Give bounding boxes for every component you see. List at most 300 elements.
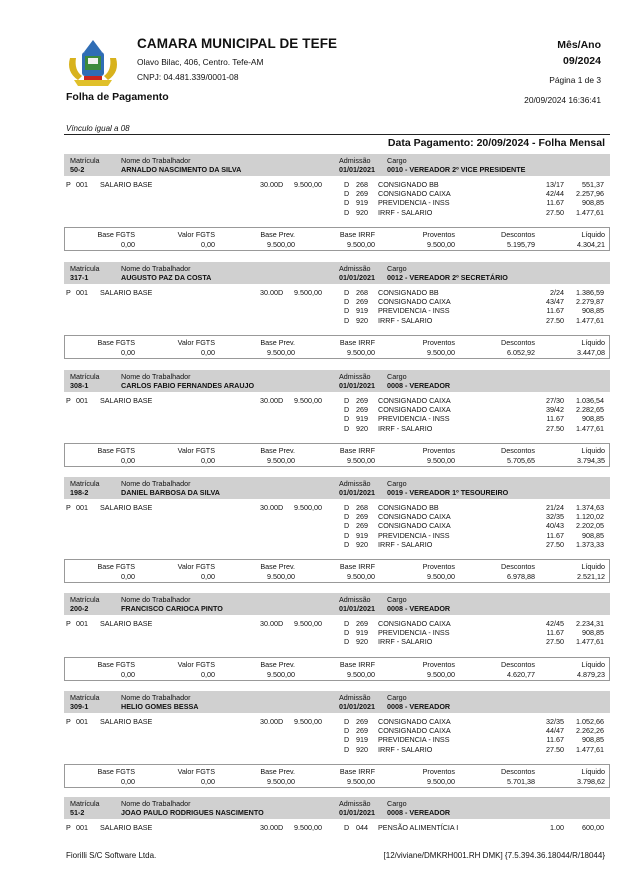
total-value: 3.798,62: [577, 776, 605, 786]
deduction-reference: 27.50: [546, 744, 564, 754]
month-year-label: Mês/Ano: [557, 39, 601, 51]
earning-code: 001: [76, 503, 88, 512]
earning-description: SALARIO BASE: [100, 619, 153, 628]
earning-type: P: [66, 288, 71, 297]
matricula-label: Matrícula: [70, 595, 100, 604]
total-label: Valor FGTS: [177, 766, 215, 776]
deduction-amount: 1.477,61: [576, 744, 604, 754]
nome-value: ARNALDO NASCIMENTO DA SILVA: [121, 165, 242, 174]
deduction-type: D: [344, 717, 350, 726]
deduction-amount: 2.202,05: [576, 521, 604, 531]
total-label: Descontos: [501, 229, 535, 239]
total-label: Líquido: [581, 229, 605, 239]
earning-reference: 30.00D: [260, 180, 284, 189]
deduction-reference: 43/47: [546, 297, 564, 307]
deduction-description: PREVIDENCIA - INSS: [378, 530, 450, 540]
total-value: 9.500,00: [267, 776, 295, 786]
total-base-fgts: [55, 338, 135, 358]
cargo-label: Cargo: [387, 264, 407, 273]
total-label: Base IRRF: [339, 337, 375, 347]
earning-reference: 30.00D: [260, 503, 284, 512]
earning-description: SALARIO BASE: [100, 717, 153, 726]
matricula-label: Matrícula: [70, 693, 100, 702]
deduction-reference: 27.50: [546, 315, 564, 325]
total-label: Base Prev.: [260, 766, 295, 776]
deduction-code: 268: [356, 288, 368, 297]
admissao-value: 01/01/2021: [339, 604, 375, 613]
deduction-code: 919: [356, 628, 368, 638]
admissao-label: Admissão: [339, 693, 371, 702]
total-label: Valor FGTS: [177, 445, 215, 455]
nome-label: Nome do Trabalhador: [121, 264, 191, 273]
total-value: 9.500,00: [427, 669, 455, 679]
earning-code: 001: [76, 823, 88, 832]
earning-type: P: [66, 619, 71, 628]
total-value: 2.521,12: [577, 572, 605, 581]
total-label: Base FGTS: [97, 229, 135, 239]
total-base-irrf: [295, 338, 375, 358]
total-base-prev: [215, 230, 295, 250]
deduction-code: 269: [356, 189, 368, 199]
earning-type: P: [66, 717, 71, 726]
total-label: Base Prev.: [260, 562, 295, 571]
total-label: Base IRRF: [339, 562, 375, 571]
total-proventos: [375, 446, 455, 466]
deduction-amount: 600,00: [582, 823, 604, 832]
earning-reference: 30.00D: [260, 288, 284, 297]
deduction-description: CONSIGNADO CAIXA: [378, 512, 451, 522]
deduction-reference: 32/35: [546, 717, 564, 726]
total-value: 0,00: [201, 669, 215, 679]
deduction-row: [344, 414, 604, 423]
earning-code: 001: [76, 396, 88, 405]
total-base-irrf: [295, 446, 375, 466]
total-label: Base IRRF: [339, 445, 375, 455]
total-descontos: [455, 446, 535, 466]
total-value: 5.701,38: [507, 776, 535, 786]
cargo-label: Cargo: [387, 156, 407, 165]
deduction-amount: 1.374,63: [576, 503, 604, 512]
total-liquido: [525, 767, 605, 787]
total-value: 0,00: [121, 776, 135, 786]
total-base-prev: [215, 338, 295, 358]
deduction-type: D: [344, 823, 350, 832]
deduction-row: [344, 208, 604, 217]
matricula-value: 50-2: [70, 165, 85, 174]
earning-reference: 30.00D: [260, 823, 284, 832]
deduction-code: 920: [356, 207, 368, 217]
total-base-irrf: [295, 562, 375, 582]
deduction-reference: 1.00: [550, 823, 564, 832]
earning-amount: 9.500,00: [294, 619, 322, 628]
total-label: Descontos: [501, 766, 535, 776]
total-proventos: [375, 338, 455, 358]
total-value: 5.195,79: [507, 239, 535, 249]
deduction-description: CONSIGNADO BB: [378, 180, 439, 189]
deduction-type: D: [344, 198, 350, 208]
total-proventos: [375, 767, 455, 787]
deduction-row: [344, 726, 604, 735]
nome-value: JOAO PAULO RODRIGUES NASCIMENTO: [121, 808, 264, 817]
nome-value: AUGUSTO PAZ DA COSTA: [121, 273, 212, 282]
earning-amount: 9.500,00: [294, 396, 322, 405]
deduction-code: 920: [356, 744, 368, 754]
total-valor-fgts: [135, 562, 215, 582]
matricula-value: 51-2: [70, 808, 85, 817]
earning-type: P: [66, 396, 71, 405]
total-value: 9.500,00: [427, 239, 455, 249]
matricula-label: Matrícula: [70, 479, 100, 488]
deduction-reference: 11.67: [546, 530, 564, 540]
deduction-row: [344, 306, 604, 315]
total-label: Proventos: [422, 659, 455, 669]
cargo-value: 0008 - VEREADOR: [387, 702, 451, 711]
matricula-value: 317-1: [70, 273, 89, 282]
matricula-label: Matrícula: [70, 799, 100, 808]
deduction-description: CONSIGNADO CAIXA: [378, 396, 451, 405]
total-value: 0,00: [201, 776, 215, 786]
earning-type: P: [66, 180, 71, 189]
deduction-amount: 2.234,31: [576, 619, 604, 628]
total-label: Líquido: [581, 766, 605, 776]
deduction-reference: 27.50: [546, 539, 564, 549]
deduction-description: IRRF - SALARIO: [378, 423, 433, 433]
deduction-row: [344, 512, 604, 521]
total-descontos: [455, 660, 535, 680]
deduction-amount: 1.120,02: [576, 512, 604, 522]
earning-amount: 9.500,00: [294, 503, 322, 512]
organization-address: Olavo Bilac, 406, Centro. Tefe-AM: [137, 57, 264, 67]
deduction-type: D: [344, 512, 350, 522]
cargo-label: Cargo: [387, 479, 407, 488]
earning-type: P: [66, 503, 71, 512]
deduction-row: [344, 521, 604, 530]
employee-totals: [64, 657, 610, 681]
deduction-description: IRRF - SALARIO: [378, 744, 433, 754]
deduction-reference: 13/17: [546, 180, 564, 189]
matricula-value: 309-1: [70, 702, 89, 711]
total-value: 9.500,00: [347, 239, 375, 249]
deduction-type: D: [344, 619, 350, 628]
deduction-code: 920: [356, 637, 368, 647]
deduction-description: CONSIGNADO CAIXA: [378, 521, 451, 531]
total-descontos: [455, 230, 535, 250]
deduction-type: D: [344, 521, 350, 531]
deduction-type: D: [344, 315, 350, 325]
cargo-value: 0010 - VEREADOR 2º VICE PRESIDENTE: [387, 165, 526, 174]
deduction-row: [344, 745, 604, 754]
deduction-type: D: [344, 539, 350, 549]
month-year-value: 09/2024: [563, 55, 601, 67]
total-label: Proventos: [422, 562, 455, 571]
deduction-type: D: [344, 396, 350, 405]
employee-block: [64, 370, 610, 465]
employee-header-band: [64, 691, 610, 713]
nome-label: Nome do Trabalhador: [121, 479, 191, 488]
deduction-code: 268: [356, 503, 368, 512]
deduction-row: [344, 503, 604, 512]
filter-criteria: Vínculo igual a 08: [66, 124, 130, 133]
admissao-value: 01/01/2021: [339, 381, 375, 390]
deduction-reference: 11.67: [546, 198, 564, 208]
total-valor-fgts: [135, 767, 215, 787]
deduction-row: [344, 297, 604, 306]
total-base-prev: [215, 660, 295, 680]
total-value: 0,00: [121, 572, 135, 581]
deduction-row: [344, 288, 604, 297]
total-value: 4.304,21: [577, 239, 605, 249]
total-base-irrf: [295, 660, 375, 680]
divider: [64, 134, 610, 135]
total-label: Líquido: [581, 659, 605, 669]
total-base-prev: [215, 446, 295, 466]
deduction-code: 919: [356, 198, 368, 208]
total-label: Valor FGTS: [177, 562, 215, 571]
admissao-label: Admissão: [339, 372, 371, 381]
matricula-label: Matrícula: [70, 264, 100, 273]
earning-code: 001: [76, 717, 88, 726]
deduction-code: 920: [356, 315, 368, 325]
deduction-row: [344, 189, 604, 198]
deduction-type: D: [344, 423, 350, 433]
deduction-description: PREVIDENCIA - INSS: [378, 306, 450, 316]
deduction-amount: 2.262,26: [576, 726, 604, 736]
total-value: 9.500,00: [347, 776, 375, 786]
earning-description: SALARIO BASE: [100, 503, 153, 512]
total-label: Proventos: [422, 766, 455, 776]
admissao-value: 01/01/2021: [339, 702, 375, 711]
total-liquido: [525, 446, 605, 466]
deduction-description: PREVIDENCIA - INSS: [378, 735, 450, 745]
deduction-amount: 2.279,87: [576, 297, 604, 307]
cargo-label: Cargo: [387, 799, 407, 808]
deduction-description: CONSIGNADO CAIXA: [378, 189, 451, 199]
admissao-value: 01/01/2021: [339, 808, 375, 817]
total-value: 4.879,23: [577, 669, 605, 679]
earning-amount: 9.500,00: [294, 823, 322, 832]
total-value: 0,00: [121, 455, 135, 465]
employee-items: [64, 392, 610, 443]
total-value: 9.500,00: [427, 572, 455, 581]
earning-description: SALARIO BASE: [100, 823, 153, 832]
matricula-label: Matrícula: [70, 156, 100, 165]
cargo-value: 0008 - VEREADOR: [387, 381, 451, 390]
deduction-amount: 1.052,66: [576, 717, 604, 726]
deduction-reference: 11.67: [546, 628, 564, 638]
deduction-type: D: [344, 628, 350, 638]
deduction-type: D: [344, 726, 350, 736]
deduction-code: 269: [356, 405, 368, 415]
admissao-value: 01/01/2021: [339, 488, 375, 497]
total-liquido: [525, 562, 605, 582]
total-label: Base Prev.: [260, 337, 295, 347]
deduction-row: [344, 316, 604, 325]
deduction-reference: 39/42: [546, 405, 564, 415]
nome-value: HELIO GOMES BESSA: [121, 702, 199, 711]
document-title: Folha de Pagamento: [66, 91, 169, 103]
earning-description: SALARIO BASE: [100, 288, 153, 297]
total-label: Valor FGTS: [177, 229, 215, 239]
cargo-value: 0008 - VEREADOR: [387, 808, 451, 817]
deduction-type: D: [344, 503, 350, 512]
deduction-description: CONSIGNADO BB: [378, 288, 439, 297]
deduction-amount: 1.373,33: [576, 539, 604, 549]
deduction-amount: 908,85: [582, 628, 604, 638]
deduction-code: 269: [356, 396, 368, 405]
deduction-code: 269: [356, 619, 368, 628]
total-value: 0,00: [201, 572, 215, 581]
employee-header-band: [64, 262, 610, 284]
total-label: Base FGTS: [97, 659, 135, 669]
total-value: 9.500,00: [347, 347, 375, 357]
cargo-label: Cargo: [387, 372, 407, 381]
employee-header-band: [64, 154, 610, 176]
deduction-row: [344, 198, 604, 207]
payment-title: Data Pagamento: 20/09/2024 - Folha Mensal: [387, 137, 605, 149]
total-proventos: [375, 660, 455, 680]
total-value: 9.500,00: [347, 455, 375, 465]
matricula-label: Matrícula: [70, 372, 100, 381]
total-value: 4.620,77: [507, 669, 535, 679]
deduction-description: CONSIGNADO BB: [378, 503, 439, 512]
deduction-reference: 27.50: [546, 423, 564, 433]
employee-items: [64, 819, 610, 842]
total-descontos: [455, 562, 535, 582]
total-value: 9.500,00: [267, 239, 295, 249]
nome-label: Nome do Trabalhador: [121, 372, 191, 381]
total-base-fgts: [55, 230, 135, 250]
total-descontos: [455, 767, 535, 787]
deduction-row: [344, 628, 604, 637]
earning-description: SALARIO BASE: [100, 180, 153, 189]
deduction-description: CONSIGNADO CAIXA: [378, 717, 451, 726]
earning-reference: 30.00D: [260, 619, 284, 628]
total-valor-fgts: [135, 230, 215, 250]
total-base-fgts: [55, 767, 135, 787]
total-label: Base IRRF: [339, 229, 375, 239]
deduction-reference: 42/44: [546, 189, 564, 199]
deduction-row: [344, 717, 604, 726]
deduction-type: D: [344, 189, 350, 199]
total-label: Descontos: [501, 659, 535, 669]
earning-description: SALARIO BASE: [100, 396, 153, 405]
earning-code: 001: [76, 619, 88, 628]
deduction-row: [344, 180, 604, 189]
deduction-reference: 27/30: [546, 396, 564, 405]
deduction-description: PREVIDENCIA - INSS: [378, 414, 450, 424]
nome-value: DANIEL BARBOSA DA SILVA: [121, 488, 220, 497]
deduction-description: CONSIGNADO CAIXA: [378, 405, 451, 415]
employee-items: [64, 615, 610, 657]
employee-items: [64, 176, 610, 227]
deduction-type: D: [344, 414, 350, 424]
deduction-row: [344, 619, 604, 628]
earning-amount: 9.500,00: [294, 717, 322, 726]
nome-label: Nome do Trabalhador: [121, 799, 191, 808]
earning-amount: 9.500,00: [294, 288, 322, 297]
total-label: Base Prev.: [260, 229, 295, 239]
total-base-fgts: [55, 660, 135, 680]
total-label: Base IRRF: [339, 766, 375, 776]
deduction-type: D: [344, 297, 350, 307]
deduction-type: D: [344, 207, 350, 217]
deduction-amount: 1.477,61: [576, 637, 604, 647]
deduction-description: CONSIGNADO CAIXA: [378, 726, 451, 736]
deduction-reference: 11.67: [546, 306, 564, 316]
deduction-type: D: [344, 288, 350, 297]
employee-header-band: [64, 797, 610, 819]
deduction-description: IRRF - SALARIO: [378, 637, 433, 647]
total-valor-fgts: [135, 446, 215, 466]
admissao-label: Admissão: [339, 799, 371, 808]
total-liquido: [525, 660, 605, 680]
deduction-description: PREVIDENCIA - INSS: [378, 628, 450, 638]
page-number: Página 1 de 3: [549, 75, 601, 85]
deduction-type: D: [344, 530, 350, 540]
total-label: Proventos: [422, 445, 455, 455]
cargo-value: 0012 - VEREADOR 2º SECRETÁRIO: [387, 273, 508, 282]
employee-block: [64, 154, 610, 249]
total-base-prev: [215, 562, 295, 582]
employee-block: [64, 691, 610, 786]
employee-items: [64, 499, 610, 559]
deduction-description: IRRF - SALARIO: [378, 207, 433, 217]
total-label: Base FGTS: [97, 562, 135, 571]
deduction-type: D: [344, 405, 350, 415]
organization-cnpj: CNPJ: 04.481.339/0001-08: [137, 72, 239, 82]
deduction-description: PREVIDENCIA - INSS: [378, 198, 450, 208]
nome-label: Nome do Trabalhador: [121, 693, 191, 702]
deduction-code: 920: [356, 423, 368, 433]
total-label: Líquido: [581, 562, 605, 571]
employee-header-band: [64, 477, 610, 499]
total-label: Base Prev.: [260, 445, 295, 455]
deduction-row: [344, 405, 604, 414]
admissao-label: Admissão: [339, 479, 371, 488]
footer-system-info: [12/viviane/DMKRH001.RH DMK] {7.5.394.36.18044/R/18044}: [383, 851, 605, 860]
deduction-description: IRRF - SALARIO: [378, 539, 433, 549]
total-label: Líquido: [581, 445, 605, 455]
deduction-amount: 908,85: [582, 414, 604, 424]
earning-amount: 9.500,00: [294, 180, 322, 189]
total-value: 9.500,00: [347, 669, 375, 679]
deduction-row: [344, 637, 604, 646]
total-valor-fgts: [135, 338, 215, 358]
deduction-amount: 1.477,61: [576, 423, 604, 433]
deduction-code: 919: [356, 414, 368, 424]
report-header: [0, 0, 631, 120]
cargo-label: Cargo: [387, 595, 407, 604]
total-label: Valor FGTS: [177, 659, 215, 669]
total-value: 0,00: [121, 347, 135, 357]
deduction-code: 919: [356, 735, 368, 745]
total-value: 0,00: [201, 239, 215, 249]
deduction-type: D: [344, 735, 350, 745]
total-label: Valor FGTS: [177, 337, 215, 347]
total-base-fgts: [55, 562, 135, 582]
employee-items: [64, 713, 610, 764]
deduction-code: 269: [356, 726, 368, 736]
total-base-fgts: [55, 446, 135, 466]
cargo-value: 0008 - VEREADOR: [387, 604, 451, 613]
deduction-type: D: [344, 744, 350, 754]
deduction-reference: 21/24: [546, 503, 564, 512]
deduction-reference: 27.50: [546, 637, 564, 647]
deduction-amount: 551,37: [582, 180, 604, 189]
employee-totals: [64, 227, 610, 251]
employee-totals: [64, 443, 610, 467]
total-valor-fgts: [135, 660, 215, 680]
